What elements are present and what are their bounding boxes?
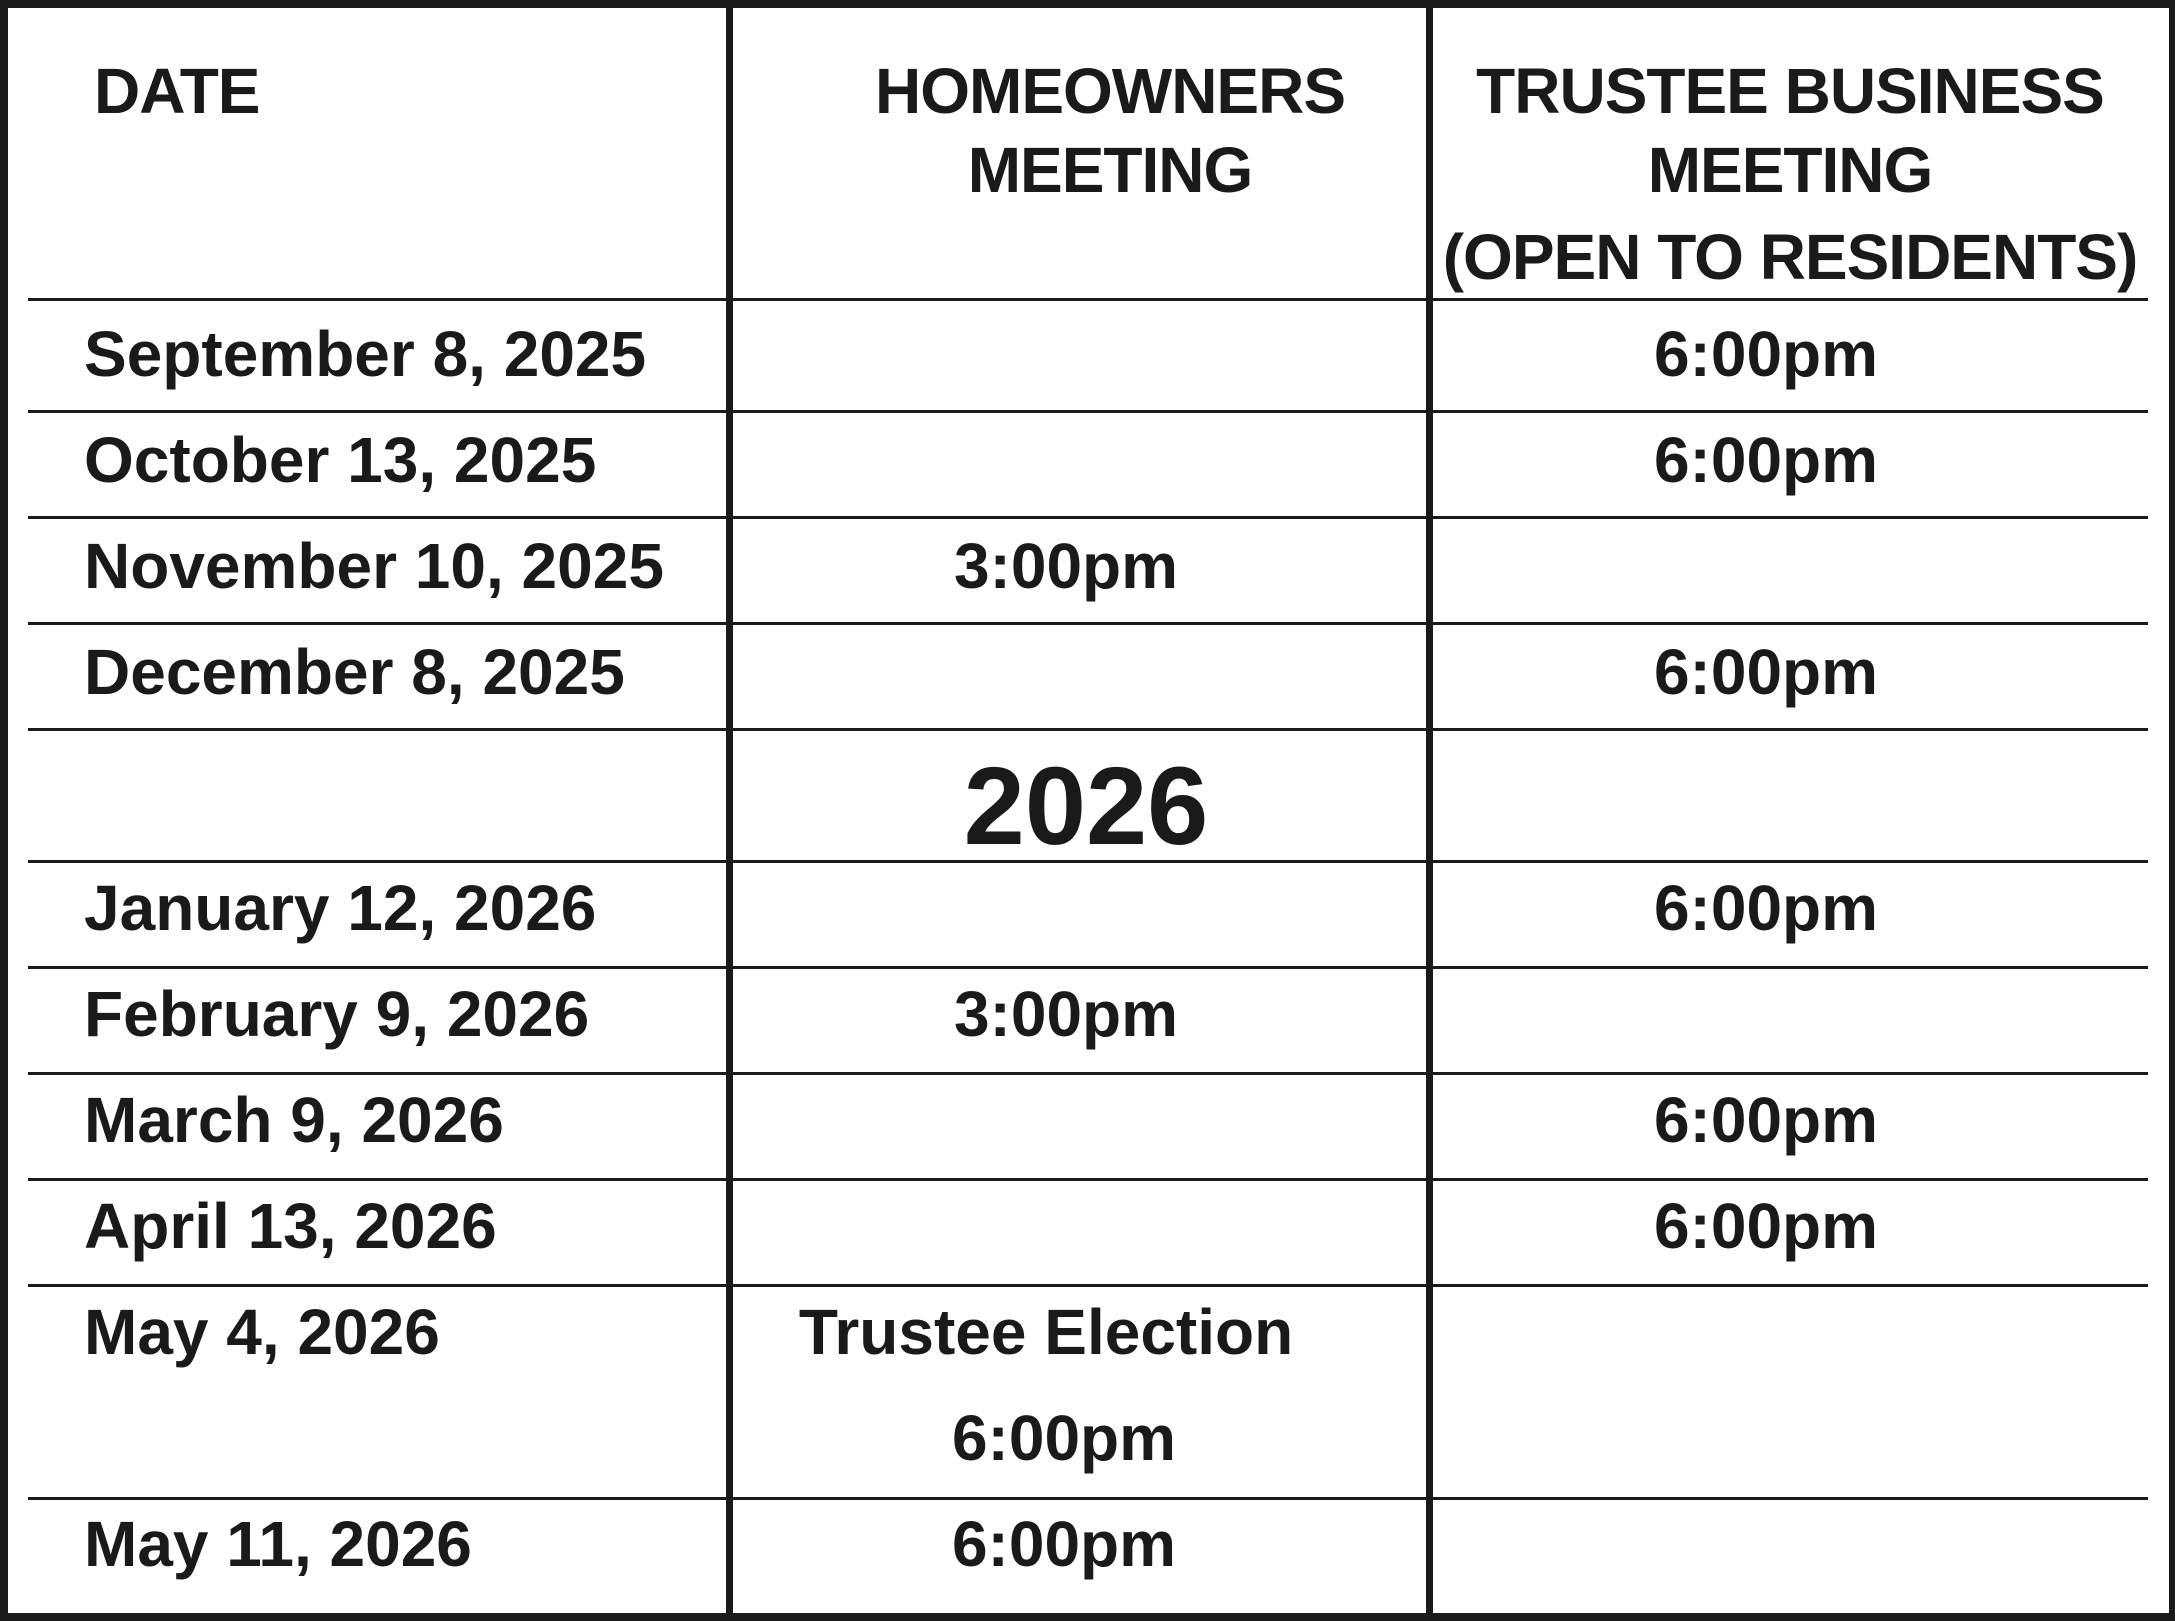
row-trustee-time: 6:00pm bbox=[1653, 1190, 1879, 1262]
row-trustee-time: 6:00pm bbox=[1653, 872, 1879, 944]
row-date: October 13, 2025 bbox=[84, 424, 597, 496]
header-date: DATE bbox=[94, 55, 260, 127]
row-trustee-time: 6:00pm bbox=[1653, 636, 1879, 708]
row-divider bbox=[28, 1072, 2148, 1075]
row-date: March 9, 2026 bbox=[84, 1084, 504, 1156]
row-date: February 9, 2026 bbox=[84, 978, 590, 1050]
row-date: May 11, 2026 bbox=[84, 1508, 472, 1580]
row-divider bbox=[28, 1284, 2148, 1287]
row-homeowners-event: Trustee Election bbox=[798, 1296, 1294, 1368]
row-divider bbox=[28, 622, 2148, 625]
row-homeowners-time: 6:00pm bbox=[951, 1402, 1177, 1474]
year-divider-label: 2026 bbox=[963, 745, 1209, 868]
row-divider bbox=[28, 966, 2148, 969]
row-date: September 8, 2025 bbox=[84, 318, 647, 390]
row-date: April 13, 2026 bbox=[84, 1190, 497, 1262]
header-trustee-line-3: (OPEN TO RESIDENTS) bbox=[1442, 221, 2138, 293]
row-trustee-time: 6:00pm bbox=[1653, 424, 1879, 496]
row-homeowners-time: 6:00pm bbox=[951, 1508, 1177, 1580]
row-divider bbox=[28, 1497, 2148, 1500]
header-homeowners-line-1: HOMEOWNERS bbox=[875, 55, 1345, 127]
row-divider bbox=[28, 410, 2148, 413]
row-date: January 12, 2026 bbox=[84, 872, 597, 944]
header-trustee-line-1: TRUSTEE BUSINESS bbox=[1476, 55, 2104, 127]
row-trustee-time: 6:00pm bbox=[1653, 318, 1879, 390]
row-date: May 4, 2026 bbox=[84, 1296, 440, 1368]
row-date: December 8, 2025 bbox=[84, 636, 625, 708]
row-trustee-time: 6:00pm bbox=[1653, 1084, 1879, 1156]
row-date: November 10, 2025 bbox=[84, 530, 664, 602]
row-divider bbox=[28, 516, 2148, 519]
row-divider bbox=[28, 1178, 2148, 1181]
row-homeowners-time: 3:00pm bbox=[953, 978, 1179, 1050]
row-homeowners-time: 3:00pm bbox=[953, 530, 1179, 602]
header-homeowners-meeting bbox=[760, 52, 1460, 210]
row-divider bbox=[28, 298, 2148, 301]
column-divider bbox=[726, 0, 733, 1621]
header-trustee-line-2: MEETING bbox=[1647, 134, 1933, 206]
header-homeowners-line-2: MEETING bbox=[967, 134, 1253, 206]
header-trustee-business-meeting bbox=[1436, 52, 2144, 297]
row-divider bbox=[28, 728, 2148, 731]
